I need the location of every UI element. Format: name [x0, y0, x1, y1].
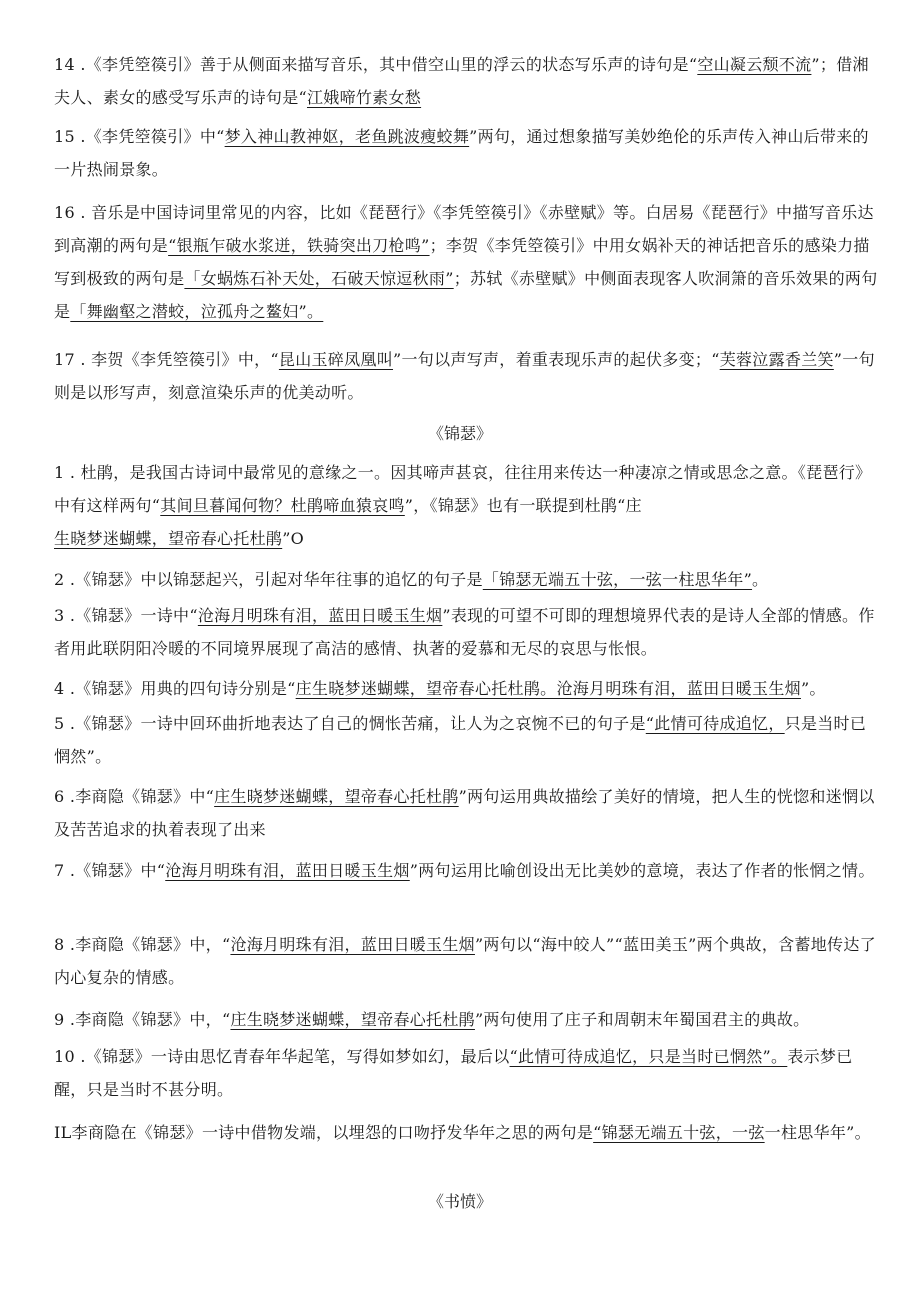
- jinse-question-10: [54, 1040, 880, 1106]
- question-text: 只是当时已惘然”。: [54, 714, 867, 766]
- question-text: 7 .《锦瑟》中“: [54, 861, 166, 880]
- answer-underlined-text: 沧海月明珠有泪，蓝田日暖玉生烟: [230, 935, 475, 954]
- answer-underlined-text: 庄生晓梦迷蝴蝶，望帝春心托杜鹃: [230, 1010, 475, 1029]
- jinse-question-6: [54, 780, 880, 846]
- question-text: 一柱思华年”。: [764, 1123, 871, 1142]
- answer-underlined-text: 昆山玉碎凤凰叫: [278, 350, 394, 369]
- question-text: ”两句运用比喻创设出无比美妙的意境，表达了作者的怅惘之情。: [409, 861, 875, 880]
- question-text: ”，《锦瑟》也有一联提到杜鹃“庄: [404, 496, 642, 515]
- question-15: [54, 120, 880, 186]
- question-text: ”。: [800, 679, 826, 698]
- answer-underlined-text: 其间旦暮闻何物？杜鹃啼血猿哀鸣: [160, 496, 405, 515]
- question-text: ”一句则是以形写声，刻意渲染乐声的优美动听。: [54, 350, 875, 402]
- answer-underlined-text: 庄生晓梦迷蝴蝶，望帝春心托杜鹃。沧海月明珠有泪，蓝田日暖玉生烟: [295, 679, 801, 698]
- question-text: ；苏轼《赤壁赋》中侧面表现客人吹洞箫的音乐效果的两句是: [54, 269, 878, 321]
- question-text: 4 .《锦瑟》用典的四句诗分别是“: [54, 679, 296, 698]
- question-text: 5 .《锦瑟》一诗中回环曲折地表达了自己的惆怅苦痛，让人为之哀惋不已的句子是: [54, 714, 646, 733]
- jinse-question-9: [54, 1003, 880, 1036]
- answer-underlined-text: 沧海月明珠有泪，蓝田日暖玉生烟: [165, 861, 410, 880]
- section-heading-jinse: 《锦瑟》: [427, 424, 492, 443]
- question-text: 14 .《李凭箜篌引》善于从侧面来描写音乐，其中借空山里的浮云的状态写乐声的诗句是“: [54, 55, 698, 74]
- question-text: 。: [752, 570, 769, 589]
- answer-underlined-text: 「锦瑟无端五十弦，一弦一柱思华年”: [482, 570, 753, 589]
- question-text: ”两句，通过想象描写美妙绝伦的乐声传入神山后带来的一片热闹景象。: [54, 127, 869, 179]
- question-text: 表示梦已醒，只是当时不甚分明。: [54, 1047, 853, 1099]
- question-text: 17 . 李贺《李凭箜篌引》中，“: [54, 350, 279, 369]
- question-text: ”两句运用典故描绘了美好的情境，把人生的恍惚和迷惘以及苦苦追求的执着表现了出来: [54, 787, 875, 839]
- answer-underlined-text: 沧海月明珠有泪，蓝田日暖玉生烟: [197, 606, 443, 625]
- question-text: 8 .李商隐《锦瑟》中，“: [54, 935, 231, 954]
- answer-underlined-text: 庄生晓梦迷蝴蝶，望帝春心托杜鹃: [214, 787, 459, 806]
- answer-underlined-text: 生晓梦迷蝴蝶，望帝春心托杜鹃: [54, 529, 283, 548]
- question-text: ”表现的可望不可即的理想境界代表的是诗人全部的情感。作者用此联阴阳冷暖的不同境界展现了高洁的感情、执著的爱慕和无尽的哀思与怅恨。: [54, 606, 875, 658]
- question-text: 6 .李商隐《锦瑟》中“: [54, 787, 215, 806]
- section-heading-shufen: 《书愤》: [427, 1192, 492, 1211]
- jinse-question-1: [54, 456, 880, 555]
- answer-underlined-text: “锦瑟无端五十弦，一弦: [593, 1123, 765, 1142]
- question-text: ”；借湘夫人、素女的感受写乐声的诗句是“: [54, 55, 869, 107]
- question-text: ；李贺《李凭箜篌引》中用女娲补天的神话把音乐的感染力描写到极致的两句是: [54, 236, 870, 288]
- jinse-question-7: [54, 854, 880, 887]
- answer-underlined-text: “此情可待成追忆，只是当时已惘然”。: [509, 1047, 788, 1066]
- answer-underlined-text: 梦入神山教神妪，老鱼跳波瘦蛟舞: [224, 127, 470, 146]
- jinse-question-8: [54, 928, 880, 994]
- question-text: ”一句以声写声，着重表现乐声的起伏多变；“: [393, 350, 720, 369]
- question-text: 2 .《锦瑟》中以锦瑟起兴，引起对华年往事的追忆的句子是: [54, 570, 483, 589]
- answer-underlined-text: 江娥啼竹素女愁: [306, 88, 422, 107]
- answer-underlined-text: “此情可待成追忆，: [645, 714, 785, 733]
- question-17: [54, 343, 880, 409]
- question-text: ”两句使用了庄子和周朝末年蜀国君主的典故。: [474, 1010, 810, 1029]
- question-text: ”O: [282, 529, 305, 548]
- jinse-question-4: [54, 672, 880, 705]
- question-text: 1 . 杜鹃，是我国古诗词中最常见的意缘之一。因其啼声甚哀，往往用来传达一种凄凉之情或思念之意。《琵琶行》中有这样两句“: [54, 463, 872, 515]
- question-text: 15 .《李凭箜篌引》中“: [54, 127, 225, 146]
- question-text: 3 .《锦瑟》一诗中“: [54, 606, 198, 625]
- jinse-question-3: [54, 599, 880, 665]
- question-16: [54, 196, 880, 328]
- answer-underlined-text: “银瓶乍破水浆迸，铁骑突出刀枪鸣”: [168, 236, 430, 255]
- answer-underlined-text: 芙蓉泣露香兰笑: [719, 350, 834, 369]
- answer-underlined-text: 空山凝云颓不流: [697, 55, 812, 74]
- jinse-question-11: [54, 1116, 880, 1149]
- answer-underlined-text: 「女蜗炼石补天处，石破天惊逗秋雨”: [184, 269, 454, 288]
- question-text: IL李商隐在《锦瑟》一诗中借物发端，以埋怨的口吻抒发华年之思的两句是: [54, 1123, 594, 1142]
- question-14: [54, 48, 880, 114]
- jinse-question-2: [54, 563, 880, 596]
- question-text: 9 .李商隐《锦瑟》中，“: [54, 1010, 231, 1029]
- jinse-question-5: [54, 707, 880, 773]
- question-text: 16 . 音乐是中国诗词里常见的内容，比如《琵琶行》《李凭箜篌引》《赤壁赋》等。白居易《琵琶行》中描写音乐达到高潮的两句是: [54, 203, 874, 255]
- question-text: 10 .《锦瑟》一诗由思忆青春年华起笔，写得如梦如幻，最后以: [54, 1047, 510, 1066]
- answer-underlined-text: 「舞幽壑之潜蛟，泣孤舟之鳌妇”。: [70, 302, 324, 321]
- question-text: ”两句以“海中皎人”“蓝田美玉”两个典故，含蓄地传达了内心复杂的情感。: [54, 935, 876, 987]
